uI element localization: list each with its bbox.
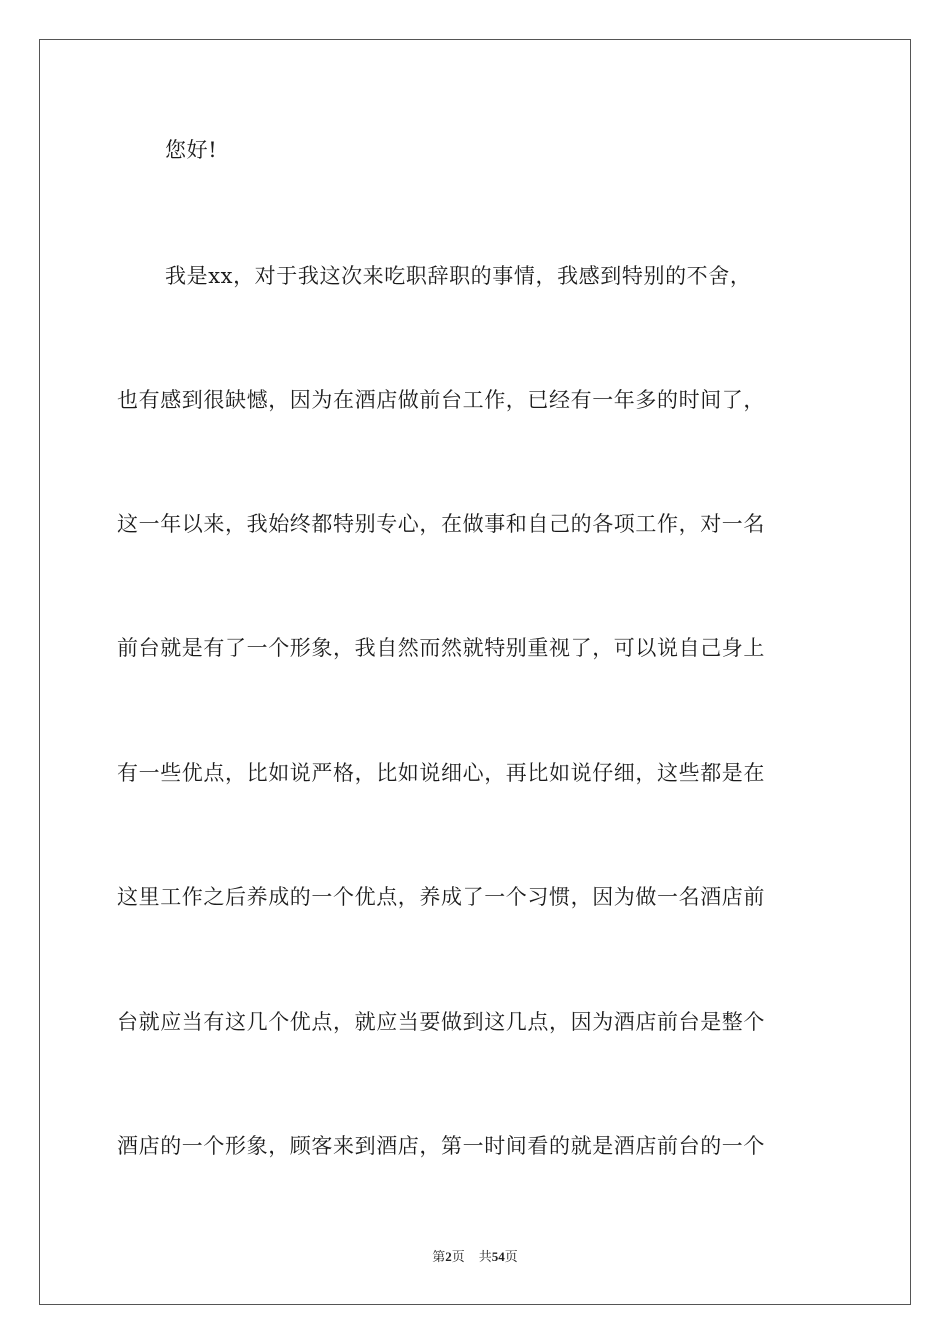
page-prefix: 第 — [432, 1249, 446, 1264]
paragraph-line-6: 这里工作之后养成的一个优点，养成了一个习惯，因为做一名酒店前 — [117, 885, 765, 909]
total-prefix: 共 — [478, 1249, 492, 1264]
current-page-number: 2 — [445, 1249, 452, 1264]
paragraph-line-2: 也有感到很缺憾，因为在酒店做前台工作，已经有一年多的时间了， — [117, 388, 765, 412]
total-page-count: 54 — [491, 1249, 505, 1264]
total-suffix: 页 — [504, 1249, 518, 1264]
page-footer — [0, 1248, 950, 1266]
paragraph-line-4: 前台就是有了一个形象，我自然而然就特别重视了，可以说自己身上 — [117, 636, 765, 660]
paragraph-line-8: 酒店的一个形象，顾客来到酒店，第一时间看的就是酒店前台的一个 — [117, 1134, 765, 1158]
paragraph-line-5: 有一些优点，比如说严格，比如说细心，再比如说仔细，这些都是在 — [117, 761, 765, 785]
page-border — [39, 39, 911, 1305]
paragraph-line-1: 我是xx，对于我这次来吃职辞职的事情，我感到特别的不舍， — [165, 264, 752, 288]
paragraph-line-7: 台就应当有这几个优点，就应当要做到这几点，因为酒店前台是整个 — [117, 1010, 765, 1034]
page-suffix: 页 — [451, 1249, 465, 1264]
greeting-line: 您好! — [165, 138, 218, 162]
paragraph-line-3: 这一年以来，我始终都特别专心，在做事和自己的各项工作，对一名 — [117, 512, 765, 536]
